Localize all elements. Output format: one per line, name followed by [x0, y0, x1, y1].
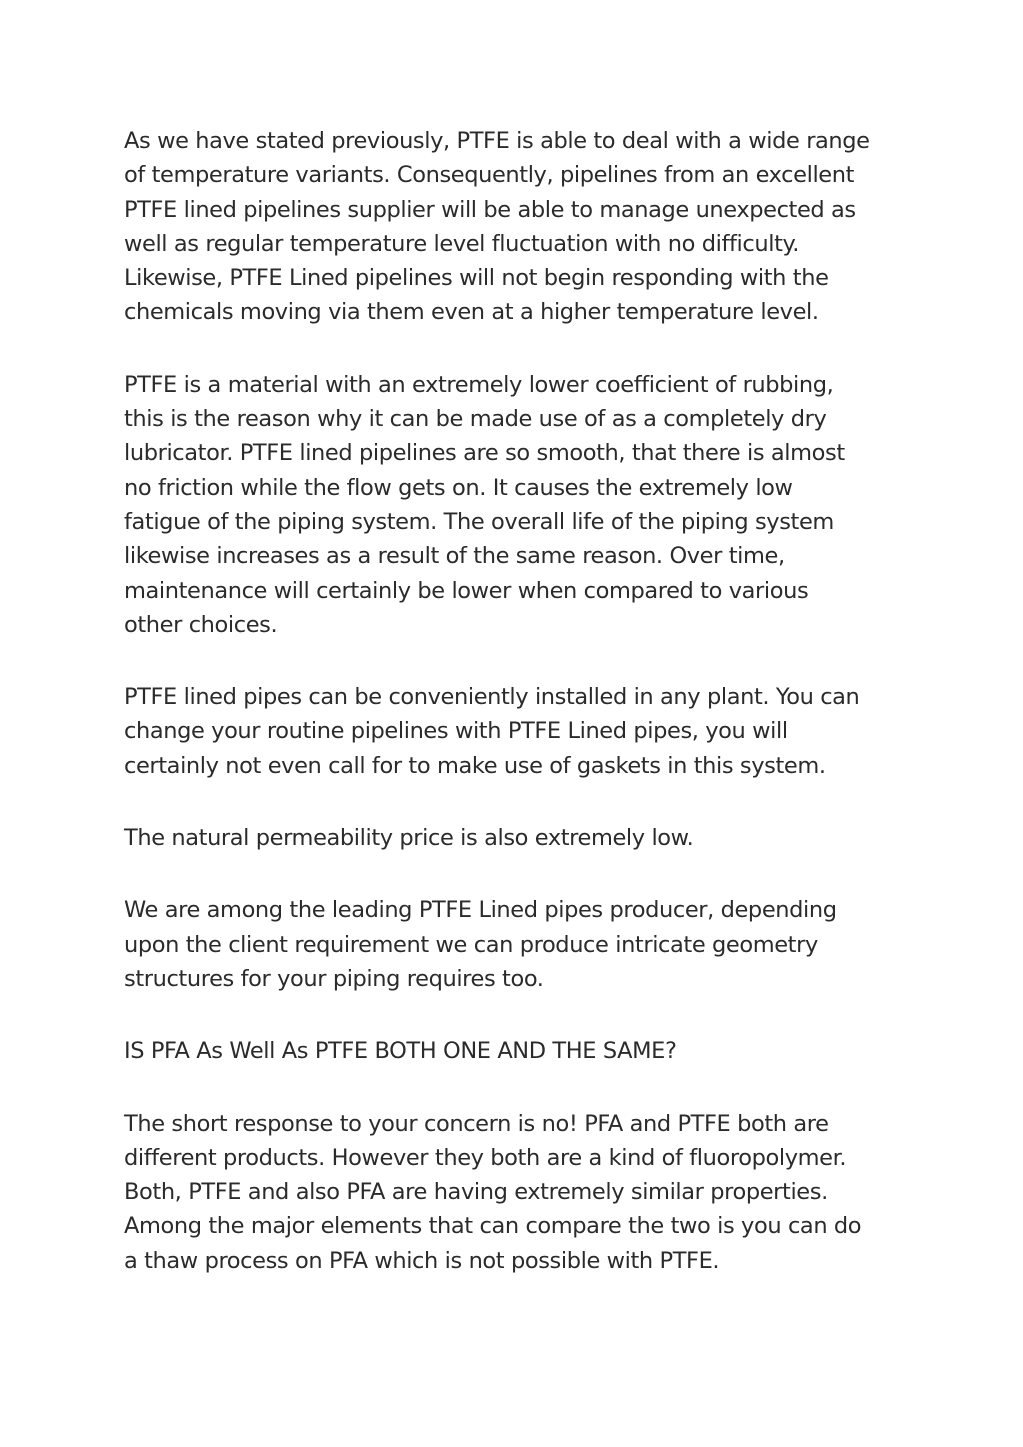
- text-line: chemicals moving via them even at a higher temperature level.: [124, 299, 819, 326]
- text-line: Among the major elements that can compare the two is you can do: [124, 1213, 862, 1240]
- text-line: maintenance will certainly be lower when compared to various: [124, 577, 809, 604]
- text-line: We are among the leading PTFE Lined pipes producer, depending: [124, 897, 837, 924]
- text-line: Both, PTFE and also PFA are having extremely similar properties.: [124, 1179, 828, 1206]
- text-line: different products. However they both are a kind of fluoropolymer.: [124, 1144, 847, 1171]
- paragraph-pfa-comparison: [124, 1107, 904, 1278]
- text-line: upon the client requirement we can produce intricate geometry: [124, 931, 818, 958]
- text-line: fatigue of the piping system. The overall life of the piping system: [124, 508, 834, 535]
- text-line: As we have stated previously, PTFE is able to deal with a wide range: [124, 128, 870, 154]
- text-line: this is the reason why it can be made use of as a completely dry: [124, 406, 827, 433]
- text-line: structures for your piping requires too.: [124, 965, 544, 992]
- text-line: of temperature variants. Consequently, pipelines from an excellent: [124, 162, 855, 189]
- text-line: PTFE lined pipelines supplier will be able to manage unexpected as: [124, 196, 856, 223]
- text-line: no friction while the flow gets on. It causes the extremely low: [124, 474, 793, 501]
- text-line: other choices.: [124, 611, 278, 638]
- paragraph-permeability: [124, 821, 904, 855]
- text-line: well as regular temperature level fluctuation with no difficulty.: [124, 230, 799, 257]
- paragraph-temperature: [124, 124, 904, 330]
- text-line: IS PFA As Well As PTFE BOTH ONE AND THE SAME?: [124, 1038, 677, 1065]
- text-line: lubricator. PTFE lined pipelines are so smooth, that there is almost: [124, 440, 845, 467]
- paragraph-friction: [124, 368, 904, 642]
- text-line: The natural permeability price is also extremely low.: [124, 825, 694, 852]
- paragraph-producer: [124, 893, 904, 996]
- paragraph-installation: [124, 680, 904, 783]
- document-page: [124, 124, 904, 1316]
- text-line: change your routine pipelines with PTFE Lined pipes, you will: [124, 718, 788, 745]
- text-line: a thaw process on PFA which is not possible with PTFE.: [124, 1247, 720, 1274]
- text-line: certainly not even call for to make use of gaskets in this system.: [124, 752, 826, 779]
- section-heading-pfa-vs-ptfe: [124, 1034, 904, 1068]
- text-line: PTFE is a material with an extremely lower coefficient of rubbing,: [124, 371, 834, 398]
- text-line: Likewise, PTFE Lined pipelines will not begin responding with the: [124, 265, 829, 292]
- text-line: likewise increases as a result of the same reason. Over time,: [124, 543, 785, 570]
- text-line: The short response to your concern is no! PFA and PTFE both are: [124, 1110, 829, 1137]
- text-line: PTFE lined pipes can be conveniently installed in any plant. You can: [124, 684, 860, 711]
